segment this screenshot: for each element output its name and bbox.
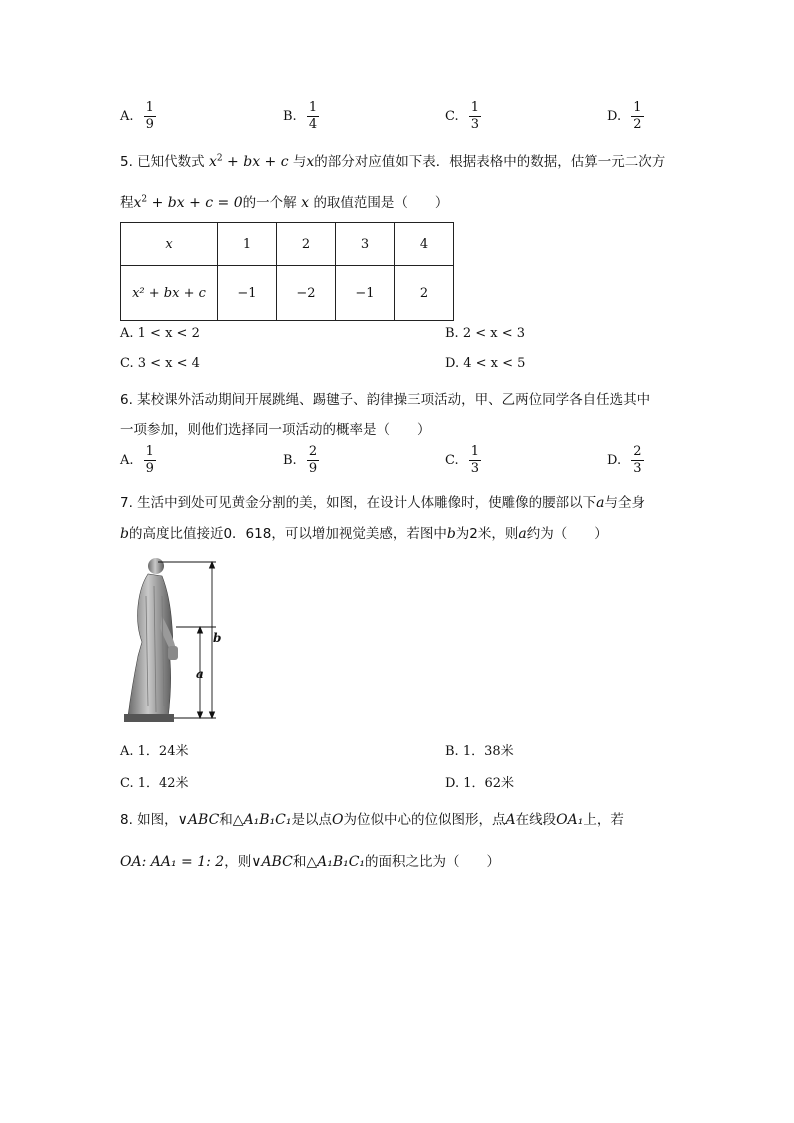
q6-line-2: 一项参加，则他们选择同一项活动的概率是（ ） [120,422,431,438]
q4-option-c[interactable]: C. $\frac{1}{3}$ [445,100,480,132]
q6-option-a[interactable]: A. $\frac{1}{9}$ [120,444,154,476]
label-a: a [196,667,204,681]
q6-option-d[interactable]: D. $\frac{2}{3}$ [607,444,642,476]
q4-option-d[interactable]: D. $\frac{1}{2}$ [607,100,642,132]
fraction: $\frac{1}{3}$ [470,100,480,132]
table-row: x 1 2 3 4 [121,223,454,266]
q7-option-b[interactable]: B. 1．38米 [445,744,514,759]
q7-option-c[interactable]: C. 1．42米 [120,776,189,791]
q7-option-d[interactable]: D. 1．62米 [445,776,515,791]
q4-option-a[interactable]: A. $\frac{1}{9}$ [120,100,154,132]
fraction: $\frac{1}{2}$ [633,100,642,132]
q6-line-1: 6. 某校课外活动期间开展跳绳、踢毽子、韵律操三项活动，甲、乙两位同学各自任选其中 [120,392,651,408]
q6-option-c[interactable]: C. $\frac{1}{3}$ [445,444,480,476]
table-row: x² + bx + c −1 −2 −1 2 [121,266,454,321]
fraction: $\frac{1}{9}$ [145,100,154,132]
expression: $x^2$ + bx + c [208,153,289,170]
fraction: $\frac{1}{4}$ [308,100,318,132]
statue-figure [118,556,228,724]
fraction: $\frac{2}{3}$ [633,444,642,476]
statue-icon [124,558,178,722]
q8-line-1: 8. 如图，∨ABC和△A₁B₁C₁是以点O为位似中心的位似图形，点A在线段OA₁上，若 [120,812,624,828]
q7-line-1: 7. 生活中到处可见黄金分割的美，如图，在设计人体雕像时，使雕像的腰部以下a与全身 [120,495,646,511]
label-b: b [213,631,222,645]
q5-line-1: 5. 已知代数式 $x^2$ + bx + c 与x的部分对应值如下表．根据表格中的数据，估算一元二次方 [120,153,666,170]
variable-x: x [296,195,314,211]
fraction: $\frac{1}{3}$ [470,444,480,476]
q5-option-a[interactable]: A. 1 < x < 2 [120,326,200,341]
q5-option-c[interactable]: C. 3 < x < 4 [120,356,200,371]
q4-option-b[interactable]: B. $\frac{1}{4}$ [283,100,318,132]
q5-option-b[interactable]: B. 2 < x < 3 [445,326,526,341]
fraction: $\frac{2}{9}$ [308,444,318,476]
variable-x: x [306,154,315,170]
q8-line-2: OA: AA₁ = 1: 2，则∨ABC和△A₁B₁C₁的面积之比为（ ） [120,854,501,870]
q6-option-b[interactable]: B. $\frac{2}{9}$ [283,444,318,476]
q5-line-2: 程$x^2$ + bx + c = 0的一个解 x 的取值范围是（ ） [120,194,449,211]
q7-line-2: b的高度比值接近0．618，可以增加视觉美感，若图中b为2米，则a约为（ ） [120,526,608,542]
q7-option-a[interactable]: A. 1．24米 [120,744,189,759]
value-table [120,222,454,321]
equation: $x^2$ + bx + c = 0 [133,194,243,211]
fraction: $\frac{1}{9}$ [145,444,154,476]
q5-option-d[interactable]: D. 4 < x < 5 [445,356,526,371]
